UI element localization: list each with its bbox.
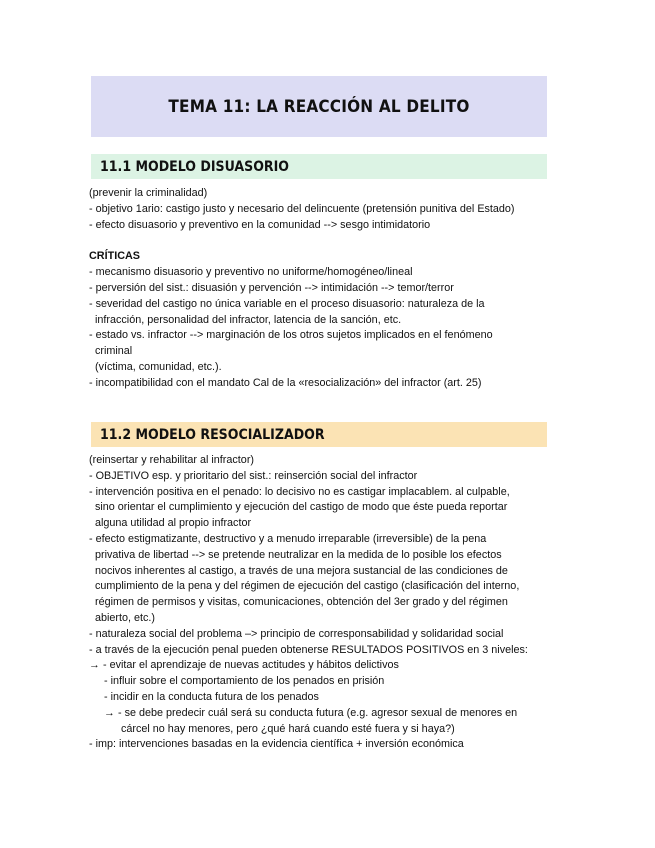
section-heading-resocializador: 11.2 MODELO RESOCIALIZADOR <box>91 422 547 447</box>
text-line: (reinsertar y rehabilitar al infractor) <box>89 454 255 466</box>
text-line: - incidir en la conducta futura de los penados <box>104 690 319 703</box>
text-line: criminal <box>95 345 133 358</box>
text-line: régimen de permisos y visitas, comunicaciones, obtención del 3er grado y del régimen <box>95 596 508 609</box>
text-line: - mecanismo disuasorio y preventivo no uniforme/homogéneo/lineal <box>89 266 413 279</box>
text-line: - estado vs. infractor --> marginación de los otros sujetos implicados en el fenómeno <box>89 329 493 342</box>
text-line: - incompatibilidad con el mandato Cal de la «resocialización» del infractor (art. 25) <box>89 376 482 389</box>
text-line: alguna utilidad al propio infractor <box>95 517 252 530</box>
text-line: - imp: intervenciones basadas en la evidencia científica + inversión económica <box>89 738 464 751</box>
section-body-resocializador <box>89 453 569 753</box>
page-title: TEMA 11: LA REACCIÓN AL DELITO <box>91 76 547 137</box>
arrow-icon: → <box>104 706 115 719</box>
text-line: (víctima, comunidad, etc.). <box>95 360 222 373</box>
section-heading-disuasorio: 11.1 MODELO DISUASORIO <box>91 154 547 179</box>
text-line: cumplimiento de la pena y del régimen de ejecución del castigo (clasificación del interno, <box>95 580 520 593</box>
arrow-icon: → <box>89 659 100 672</box>
text-line: cárcel no hay menores, pero ¿qué hará cuando esté fuera y si haya?) <box>121 722 455 735</box>
text-line: - efecto estigmatizante, destructivo y a menudo irreparable (irreversible) de la pena <box>89 532 487 545</box>
criticas-heading: CRÍTICAS <box>89 250 140 263</box>
text-line: - efecto disuasorio y preventivo en la comunidad --> sesgo intimidatorio <box>89 218 431 231</box>
section-body-disuasorio <box>89 186 569 392</box>
blank-line <box>89 233 569 249</box>
text-line: - se debe predecir cuál será su conducta futura (e.g. agresor sexual de menores en <box>118 706 518 719</box>
text-line: - intervención positiva en el penado: lo decisivo no es castigar implacablem. al culpable, <box>89 485 510 498</box>
arrow-line <box>89 706 569 722</box>
text-line: - evitar el aprendizaje de nuevas actitudes y hábitos delictivos <box>103 659 399 672</box>
text-line: infracción, personalidad del infractor, latencia de la sanción, etc. <box>95 313 402 326</box>
text-line: - perversión del sist.: disuasión y pervención --> intimidación --> temor/terror <box>89 281 454 294</box>
text-line: privativa de libertad --> se pretende neutralizar en la medida de lo posible los efectos <box>95 548 502 561</box>
text-line: - a través de la ejecución penal pueden obtenerse RESULTADOS POSITIVOS en 3 niveles: <box>89 643 528 656</box>
text-line: - OBJETIVO esp. y prioritario del sist.: reinserción social del infractor <box>89 469 418 482</box>
text-line: (prevenir la criminalidad) <box>89 187 208 199</box>
text-line: - influir sobre el comportamiento de los penados en prisión <box>104 675 385 688</box>
text-line: sino orientar el cumplimiento y ejecución del castigo de modo que éste pueda reportar <box>95 501 508 514</box>
text-line: - naturaleza social del problema –> principio de corresponsabilidad y solidaridad social <box>89 627 504 640</box>
text-line: nocivos inherentes al castigo, a través de una mejora sustancial de las condiciones de <box>95 564 508 577</box>
text-line: abierto, etc.) <box>95 611 156 624</box>
text-line: - severidad del castigo no única variable en el proceso disuasorio: naturaleza de la <box>89 297 485 310</box>
text-line: - objetivo 1ario: castigo justo y necesario del delincuente (pretensión punitiva del Estado) <box>89 202 515 215</box>
arrow-line <box>89 658 569 674</box>
